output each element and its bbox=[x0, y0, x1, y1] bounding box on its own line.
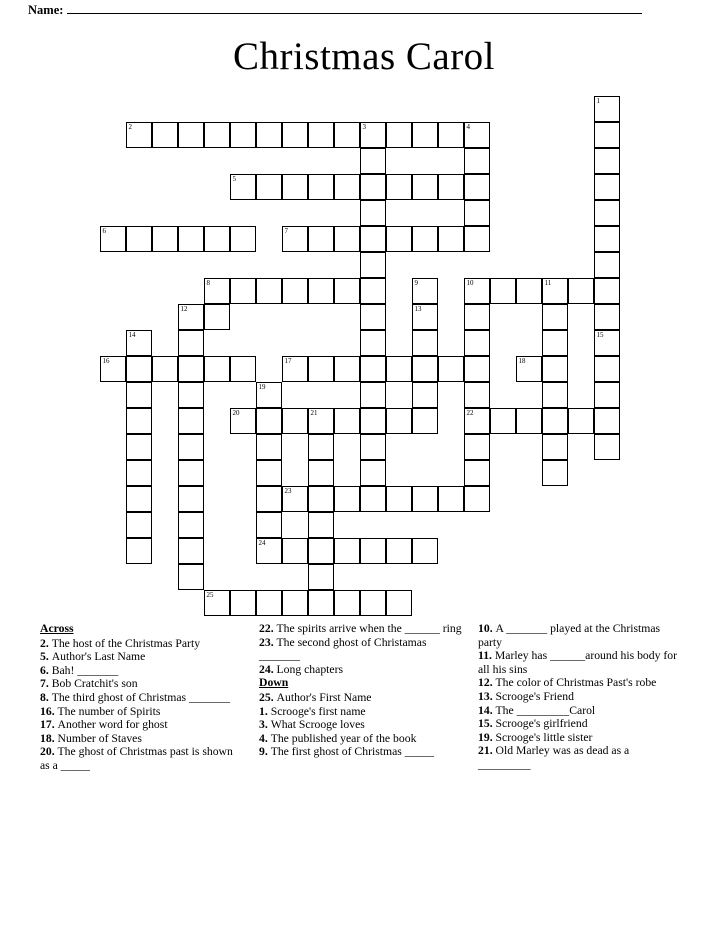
grid-cell[interactable] bbox=[360, 590, 386, 616]
clue-number: 4. bbox=[259, 731, 271, 745]
crossword-grid[interactable] bbox=[0, 96, 728, 616]
grid-cell[interactable] bbox=[542, 304, 568, 330]
grid-cell[interactable] bbox=[178, 330, 204, 356]
grid-cell[interactable] bbox=[464, 304, 490, 330]
grid-cell-numbered[interactable] bbox=[308, 408, 334, 434]
clue-item bbox=[259, 732, 462, 746]
grid-cell[interactable] bbox=[360, 330, 386, 356]
grid-cell[interactable] bbox=[412, 122, 438, 148]
name-label: Name: bbox=[28, 3, 64, 17]
clue-text: Author's Last Name bbox=[51, 650, 146, 664]
grid-cell[interactable] bbox=[334, 538, 360, 564]
grid-cell[interactable] bbox=[386, 356, 412, 382]
grid-cell[interactable] bbox=[204, 304, 230, 330]
grid-cell[interactable] bbox=[256, 486, 282, 512]
grid-cell-numbered[interactable] bbox=[178, 304, 204, 330]
grid-cell-number: 19 bbox=[258, 383, 266, 391]
grid-cell[interactable] bbox=[464, 174, 490, 200]
clue-text: The second ghost of Christamas _______ bbox=[259, 635, 427, 663]
clue-column bbox=[40, 622, 243, 773]
name-line bbox=[28, 2, 668, 18]
grid-cell-number: 17 bbox=[284, 357, 292, 365]
grid-cell[interactable] bbox=[568, 278, 594, 304]
grid-cell[interactable] bbox=[178, 460, 204, 486]
grid-cell[interactable] bbox=[230, 356, 256, 382]
grid-cell[interactable] bbox=[178, 538, 204, 564]
grid-cell[interactable] bbox=[256, 590, 282, 616]
grid-cell-numbered[interactable] bbox=[464, 408, 490, 434]
grid-cell[interactable] bbox=[412, 174, 438, 200]
grid-cell-number: 1 bbox=[596, 97, 600, 105]
grid-cell[interactable] bbox=[412, 382, 438, 408]
grid-cell-numbered[interactable] bbox=[204, 590, 230, 616]
clue-column bbox=[478, 622, 681, 773]
clue-item bbox=[478, 622, 681, 649]
clue-item bbox=[40, 650, 243, 664]
grid-cell[interactable] bbox=[256, 122, 282, 148]
grid-cell[interactable] bbox=[282, 278, 308, 304]
grid-cell[interactable] bbox=[594, 356, 620, 382]
clue-text: The number of Spirits bbox=[57, 704, 161, 718]
clue-number: 6. bbox=[40, 663, 52, 677]
grid-cell[interactable] bbox=[308, 590, 334, 616]
grid-cell-number: 3 bbox=[362, 123, 366, 131]
clue-column bbox=[259, 622, 462, 773]
grid-cell[interactable] bbox=[594, 434, 620, 460]
clue-text: Bah! _______ bbox=[51, 663, 119, 677]
grid-cell[interactable] bbox=[308, 122, 334, 148]
grid-cell[interactable] bbox=[386, 590, 412, 616]
grid-cell-number: 20 bbox=[232, 409, 240, 417]
grid-cell-numbered[interactable] bbox=[464, 278, 490, 304]
grid-cell[interactable] bbox=[438, 122, 464, 148]
grid-cell[interactable] bbox=[438, 486, 464, 512]
clue-item bbox=[40, 664, 243, 678]
grid-cell[interactable] bbox=[204, 356, 230, 382]
grid-cell[interactable] bbox=[178, 512, 204, 538]
clue-item bbox=[259, 622, 462, 636]
grid-cell-number: 6 bbox=[102, 227, 106, 235]
clue-item bbox=[40, 718, 243, 732]
grid-cell-number: 10 bbox=[466, 279, 474, 287]
clue-number: 3. bbox=[259, 718, 271, 732]
clue-number: 9. bbox=[259, 745, 271, 759]
grid-cell[interactable] bbox=[256, 434, 282, 460]
clue-text: Scrooge's first name bbox=[270, 704, 366, 718]
grid-cell[interactable] bbox=[360, 538, 386, 564]
grid-cell[interactable] bbox=[386, 538, 412, 564]
grid-cell[interactable] bbox=[412, 408, 438, 434]
clue-text: Marley has ______around his body for all his sins bbox=[478, 649, 677, 676]
page-title: Christmas Carol bbox=[232, 35, 496, 78]
grid-cell[interactable] bbox=[542, 460, 568, 486]
clue-item bbox=[259, 718, 462, 732]
clue-text: The third ghost of Christmas _______ bbox=[51, 690, 230, 704]
grid-cell[interactable] bbox=[464, 460, 490, 486]
grid-cell[interactable] bbox=[594, 200, 620, 226]
grid-cell[interactable] bbox=[464, 226, 490, 252]
clue-item bbox=[40, 732, 243, 746]
grid-cell[interactable] bbox=[126, 382, 152, 408]
grid-cell-numbered[interactable] bbox=[126, 330, 152, 356]
clue-item bbox=[40, 691, 243, 705]
clue-text: What Scrooge loves bbox=[270, 718, 365, 732]
clue-number: 16. bbox=[40, 704, 58, 718]
grid-cell[interactable] bbox=[464, 200, 490, 226]
grid-cell[interactable] bbox=[178, 434, 204, 460]
clue-item bbox=[478, 649, 681, 676]
grid-cell-number: 15 bbox=[596, 331, 604, 339]
grid-cell[interactable] bbox=[126, 408, 152, 434]
grid-cell-number: 12 bbox=[180, 305, 188, 313]
grid-cell-numbered[interactable] bbox=[594, 330, 620, 356]
grid-cell[interactable] bbox=[308, 512, 334, 538]
grid-cell[interactable] bbox=[516, 278, 542, 304]
grid-cell[interactable] bbox=[594, 252, 620, 278]
clue-number: 11. bbox=[478, 649, 495, 663]
grid-cell[interactable] bbox=[438, 226, 464, 252]
clue-number: 10. bbox=[478, 622, 496, 635]
grid-cell[interactable] bbox=[178, 564, 204, 590]
clue-text: Scrooge's girlfriend bbox=[495, 717, 588, 731]
grid-cell[interactable] bbox=[334, 174, 360, 200]
clue-item bbox=[478, 744, 681, 771]
grid-cell[interactable] bbox=[178, 356, 204, 382]
grid-cell[interactable] bbox=[594, 382, 620, 408]
grid-cell[interactable] bbox=[178, 122, 204, 148]
grid-cell[interactable] bbox=[308, 460, 334, 486]
grid-cell[interactable] bbox=[594, 408, 620, 434]
grid-cell-numbered[interactable] bbox=[516, 356, 542, 382]
clue-text: Long chapters bbox=[276, 662, 344, 676]
grid-cell-number: 11 bbox=[544, 279, 552, 287]
grid-cell[interactable] bbox=[204, 226, 230, 252]
grid-cell[interactable] bbox=[282, 408, 308, 434]
grid-cell[interactable] bbox=[126, 486, 152, 512]
grid-cell[interactable] bbox=[412, 226, 438, 252]
grid-cell[interactable] bbox=[464, 356, 490, 382]
grid-cell-numbered[interactable] bbox=[282, 356, 308, 382]
clue-item bbox=[478, 731, 681, 745]
grid-cell[interactable] bbox=[412, 330, 438, 356]
grid-cell[interactable] bbox=[334, 356, 360, 382]
grid-cell[interactable] bbox=[464, 486, 490, 512]
clue-item bbox=[259, 691, 462, 705]
grid-cell-numbered[interactable] bbox=[126, 122, 152, 148]
clue-number: 20. bbox=[40, 745, 58, 759]
grid-cell[interactable] bbox=[594, 122, 620, 148]
clue-number: 8. bbox=[40, 690, 52, 704]
clue-number: 13. bbox=[478, 689, 496, 703]
grid-cell[interactable] bbox=[126, 356, 152, 382]
clue-number: 25. bbox=[259, 690, 277, 704]
grid-cell[interactable] bbox=[178, 382, 204, 408]
grid-cell[interactable] bbox=[282, 538, 308, 564]
grid-cell[interactable] bbox=[412, 538, 438, 564]
clue-text: The published year of the book bbox=[270, 731, 417, 745]
grid-cell[interactable] bbox=[334, 122, 360, 148]
grid-cell[interactable] bbox=[386, 226, 412, 252]
grid-cell[interactable] bbox=[360, 408, 386, 434]
grid-cell-numbered[interactable] bbox=[256, 382, 282, 408]
grid-cell-numbered[interactable] bbox=[542, 278, 568, 304]
clue-number: 5. bbox=[40, 650, 52, 664]
clue-item bbox=[259, 636, 462, 663]
clue-item bbox=[478, 704, 681, 718]
grid-cell-number: 8 bbox=[206, 279, 210, 287]
grid-cell[interactable] bbox=[360, 148, 386, 174]
clue-text: A _______ played at the Christmas party bbox=[478, 622, 661, 649]
grid-cell[interactable] bbox=[152, 226, 178, 252]
clue-number: 7. bbox=[40, 677, 52, 691]
clue-text: The color of Christmas Past's robe bbox=[495, 676, 657, 690]
grid-cell[interactable] bbox=[412, 486, 438, 512]
clue-number: 1. bbox=[259, 704, 271, 718]
grid-cell[interactable] bbox=[308, 174, 334, 200]
grid-cell[interactable] bbox=[464, 330, 490, 356]
grid-cell[interactable] bbox=[542, 434, 568, 460]
clue-number: 22. bbox=[259, 622, 277, 635]
grid-cell-number: 9 bbox=[414, 279, 418, 287]
grid-cell[interactable] bbox=[360, 252, 386, 278]
grid-cell[interactable] bbox=[360, 226, 386, 252]
grid-cell-numbered[interactable] bbox=[282, 486, 308, 512]
grid-cell-numbered[interactable] bbox=[412, 278, 438, 304]
grid-cell[interactable] bbox=[438, 356, 464, 382]
grid-cell-numbered[interactable] bbox=[282, 226, 308, 252]
grid-cell-number: 2 bbox=[128, 123, 132, 131]
clue-text: The first ghost of Christmas _____ bbox=[270, 745, 434, 759]
grid-cell[interactable] bbox=[360, 434, 386, 460]
grid-cell[interactable] bbox=[256, 460, 282, 486]
grid-cell[interactable] bbox=[178, 408, 204, 434]
grid-cell-number: 14 bbox=[128, 331, 136, 339]
grid-cell[interactable] bbox=[152, 356, 178, 382]
grid-cell[interactable] bbox=[282, 174, 308, 200]
grid-cell[interactable] bbox=[178, 226, 204, 252]
grid-cell[interactable] bbox=[594, 174, 620, 200]
grid-cell-numbered[interactable] bbox=[412, 304, 438, 330]
clue-item bbox=[40, 637, 243, 651]
grid-cell[interactable] bbox=[360, 382, 386, 408]
grid-cell[interactable] bbox=[360, 356, 386, 382]
grid-cell[interactable] bbox=[282, 590, 308, 616]
clue-number: 2. bbox=[40, 636, 52, 650]
grid-cell[interactable] bbox=[360, 174, 386, 200]
grid-cell[interactable] bbox=[230, 122, 256, 148]
clue-number: 19. bbox=[478, 730, 496, 744]
clue-text: The ghost of Christmas past is shown as a _____ bbox=[40, 745, 233, 772]
clue-text: The _________Carol bbox=[495, 703, 596, 717]
grid-cell-number: 7 bbox=[284, 227, 288, 235]
grid-cell[interactable] bbox=[542, 356, 568, 382]
grid-cell[interactable] bbox=[126, 226, 152, 252]
grid-cell-number: 13 bbox=[414, 305, 422, 313]
grid-cell[interactable] bbox=[256, 174, 282, 200]
grid-cell[interactable] bbox=[126, 434, 152, 460]
clue-number: 14. bbox=[478, 703, 496, 717]
grid-cell[interactable] bbox=[490, 278, 516, 304]
grid-cell[interactable] bbox=[334, 486, 360, 512]
clue-number: 21. bbox=[478, 744, 496, 758]
clue-item bbox=[40, 705, 243, 719]
clue-number: 18. bbox=[40, 731, 58, 745]
grid-cell[interactable] bbox=[386, 486, 412, 512]
clue-item bbox=[478, 717, 681, 731]
grid-cell-numbered[interactable] bbox=[256, 538, 282, 564]
clue-text: Author's First Name bbox=[276, 690, 372, 704]
grid-cell[interactable] bbox=[542, 382, 568, 408]
grid-cell[interactable] bbox=[308, 226, 334, 252]
clue-text: Number of Staves bbox=[57, 731, 142, 745]
clue-text: The spirits arrive when the ______ ring bbox=[276, 622, 462, 635]
clue-item bbox=[259, 663, 462, 677]
grid-cell[interactable] bbox=[126, 538, 152, 564]
grid-cell-numbered[interactable] bbox=[360, 122, 386, 148]
grid-cell-number: 4 bbox=[466, 123, 470, 131]
grid-cell-numbered[interactable] bbox=[204, 278, 230, 304]
grid-cell[interactable] bbox=[542, 408, 568, 434]
clue-section-heading: Across bbox=[40, 622, 74, 635]
clue-item bbox=[40, 677, 243, 691]
grid-cell[interactable] bbox=[334, 590, 360, 616]
grid-cell[interactable] bbox=[230, 590, 256, 616]
grid-cell[interactable] bbox=[594, 148, 620, 174]
grid-cell[interactable] bbox=[152, 122, 178, 148]
grid-cell[interactable] bbox=[230, 226, 256, 252]
clue-item bbox=[478, 676, 681, 690]
clue-number: 15. bbox=[478, 717, 496, 731]
grid-cell[interactable] bbox=[490, 408, 516, 434]
clue-text: Old Marley was as dead as a _________ bbox=[478, 744, 630, 771]
grid-cell-number: 21 bbox=[310, 409, 318, 417]
grid-cell-number: 24 bbox=[258, 539, 266, 547]
grid-cell-numbered[interactable] bbox=[230, 174, 256, 200]
grid-cell[interactable] bbox=[204, 122, 230, 148]
clue-number: 24. bbox=[259, 662, 277, 676]
grid-cell[interactable] bbox=[464, 148, 490, 174]
grid-cell-numbered[interactable] bbox=[100, 226, 126, 252]
grid-cell[interactable] bbox=[178, 486, 204, 512]
grid-cell[interactable] bbox=[594, 226, 620, 252]
grid-cell[interactable] bbox=[594, 304, 620, 330]
grid-cell-number: 23 bbox=[284, 487, 292, 495]
grid-cell[interactable] bbox=[256, 408, 282, 434]
name-write-in-rule[interactable] bbox=[67, 2, 642, 14]
grid-cell[interactable] bbox=[230, 278, 256, 304]
grid-cell[interactable] bbox=[308, 356, 334, 382]
grid-cell-number: 22 bbox=[466, 409, 474, 417]
grid-cell[interactable] bbox=[360, 304, 386, 330]
grid-cell[interactable] bbox=[386, 174, 412, 200]
grid-cell[interactable] bbox=[360, 460, 386, 486]
clue-number: 12. bbox=[478, 676, 496, 690]
grid-cell[interactable] bbox=[308, 538, 334, 564]
grid-cell[interactable] bbox=[516, 408, 542, 434]
grid-cell-numbered[interactable] bbox=[594, 96, 620, 122]
grid-cell[interactable] bbox=[360, 486, 386, 512]
grid-cell[interactable] bbox=[308, 486, 334, 512]
clue-number: 23. bbox=[259, 635, 277, 649]
grid-cell[interactable] bbox=[126, 460, 152, 486]
grid-cell[interactable] bbox=[308, 434, 334, 460]
grid-cell[interactable] bbox=[256, 512, 282, 538]
clue-text: Bob Cratchit's son bbox=[51, 677, 138, 691]
grid-cell[interactable] bbox=[334, 408, 360, 434]
grid-cell-number: 5 bbox=[232, 175, 236, 183]
grid-cell[interactable] bbox=[360, 200, 386, 226]
grid-cell[interactable] bbox=[386, 122, 412, 148]
clue-list bbox=[40, 622, 695, 773]
grid-cell-numbered[interactable] bbox=[100, 356, 126, 382]
grid-cell[interactable] bbox=[438, 174, 464, 200]
clue-text: Another word for ghost bbox=[57, 718, 168, 732]
grid-cell-number: 25 bbox=[206, 591, 214, 599]
grid-cell[interactable] bbox=[256, 278, 282, 304]
grid-cell[interactable] bbox=[464, 382, 490, 408]
clue-item bbox=[259, 745, 462, 759]
grid-cell-numbered[interactable] bbox=[464, 122, 490, 148]
grid-cell[interactable] bbox=[282, 122, 308, 148]
grid-cell[interactable] bbox=[464, 434, 490, 460]
clue-section-heading: Down bbox=[259, 676, 289, 690]
clue-text: The host of the Christmas Party bbox=[51, 636, 201, 650]
grid-cell[interactable] bbox=[568, 408, 594, 434]
clue-text: Scrooge's little sister bbox=[495, 730, 593, 744]
clue-item bbox=[40, 745, 243, 772]
clue-text: Scrooge's Friend bbox=[495, 689, 574, 703]
grid-cell[interactable] bbox=[542, 330, 568, 356]
clue-item bbox=[478, 690, 681, 704]
grid-cell-number: 16 bbox=[102, 357, 110, 365]
grid-cell[interactable] bbox=[360, 278, 386, 304]
grid-cell-number: 18 bbox=[518, 357, 526, 365]
clue-number: 17. bbox=[40, 718, 58, 732]
grid-cell[interactable] bbox=[308, 564, 334, 590]
grid-cell[interactable] bbox=[308, 278, 334, 304]
grid-cell[interactable] bbox=[386, 408, 412, 434]
grid-cell[interactable] bbox=[334, 278, 360, 304]
clue-item bbox=[259, 705, 462, 719]
grid-cell[interactable] bbox=[594, 278, 620, 304]
grid-cell[interactable] bbox=[126, 512, 152, 538]
grid-cell-numbered[interactable] bbox=[230, 408, 256, 434]
grid-cell[interactable] bbox=[334, 226, 360, 252]
grid-cell[interactable] bbox=[412, 356, 438, 382]
